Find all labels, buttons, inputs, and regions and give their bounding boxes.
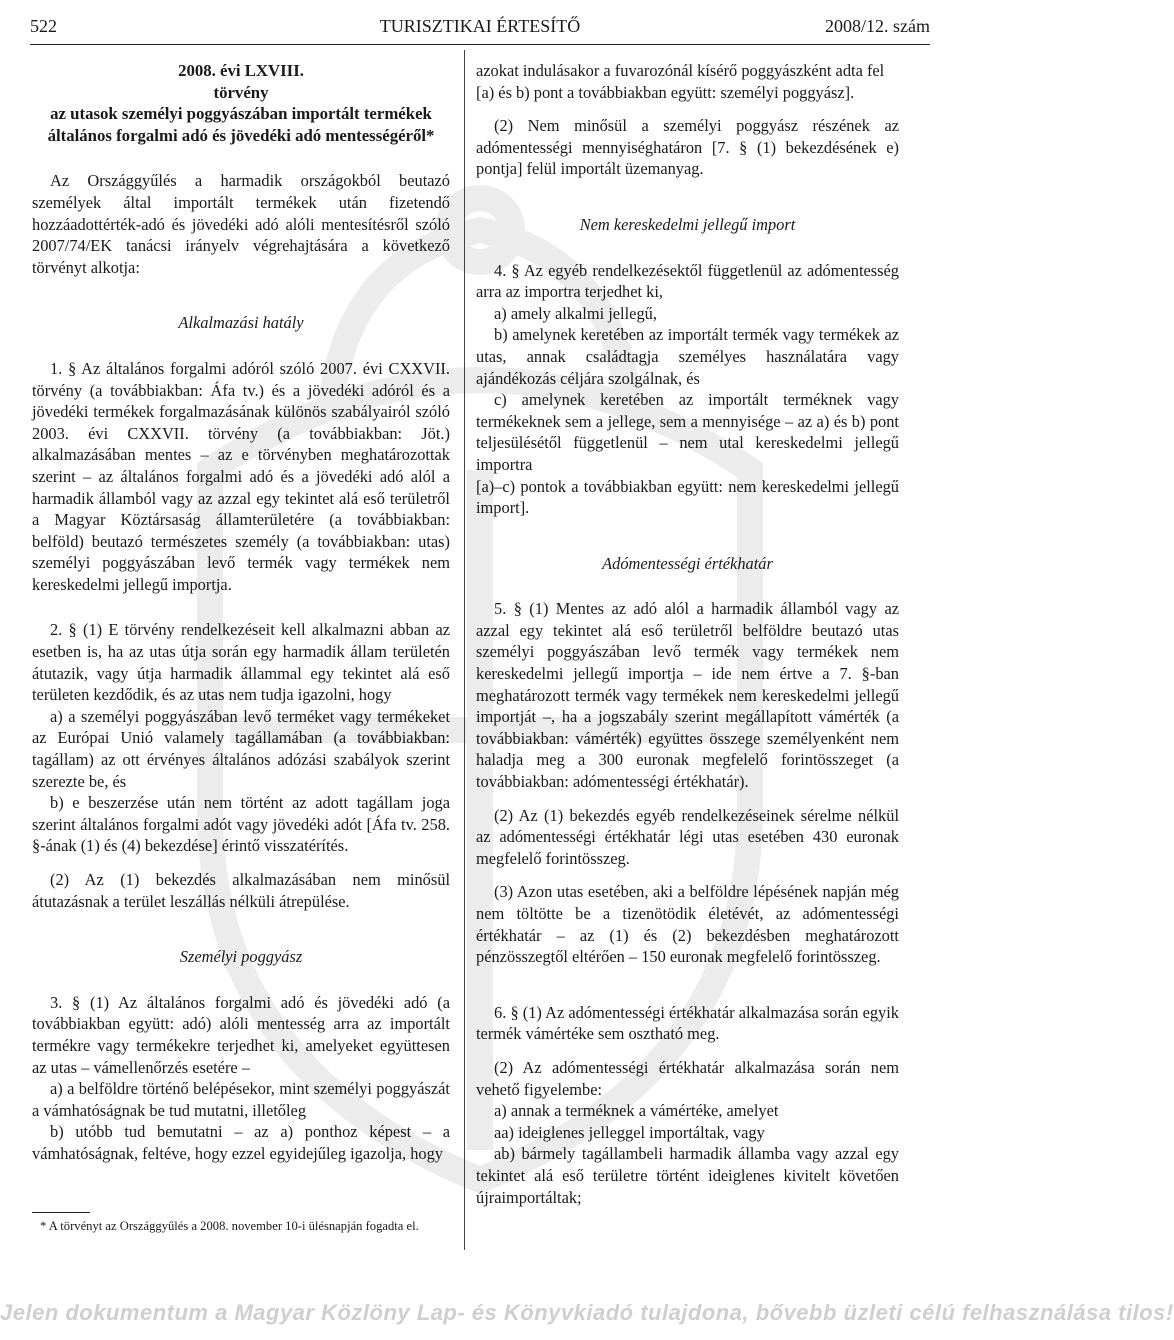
paragraph-s2-1: 2. § (1) E törvény rendelkezéseit kell alkalmazni abban az esetben is, ha az utas útja során egy harmadik állam területén átutazik, vagy útja harmadik állammal egy tekintet alá eső területen kezdődik, és az utas nem tudja igazolni, hogy xyxy=(32,620,450,705)
section-heading: Nem kereskedelmi jellegű import xyxy=(579,214,796,234)
paragraph-s2-b: b) e beszerzése után nem történt az adott tagállam joga szerint általános forgalmi adót vagy jövedéki adót [Áfa tv. 258. §-ának (1) és (4) bekezdése] érintő visszatérítés. xyxy=(32,793,450,856)
section-heading: Adómentességi értékhatár xyxy=(602,553,773,573)
paragraph-s6-aa: aa) ideiglenes jelleggel importáltak, vagy xyxy=(494,1122,765,1142)
journal-title: TURISZTIKAI ÉRTESÍTŐ xyxy=(379,16,581,36)
paragraph-s3-cont: [a) és b) pont a továbbiakban együtt: személyi poggyász]. xyxy=(476,82,855,102)
paragraph-s6-2: (2) Az adómentességi értékhatár alkalmazása során nem vehető figyelembe: xyxy=(476,1057,899,1099)
paragraph-s4-end: [a)–c) pontok a továbbiakban együtt: nem kereskedelmi jellegű import]. xyxy=(476,476,899,518)
section-heading: Személyi poggyász xyxy=(179,947,303,967)
law-title-line: az utasok személyi poggyászában importált termékek xyxy=(50,104,432,124)
paragraph-s2-2: (2) Az (1) bekezdés alkalmazásában nem minősül átutazásnak a terület leszállás nélküli átrepülése. xyxy=(32,870,450,911)
ownership-watermark: Jelen dokumentum a Magyar Közlöny Lap- és Könyvkiadó tulajdona, bővebb üzleti célú felhasználása tilos! xyxy=(0,1300,1174,1325)
right-column xyxy=(476,52,899,1208)
paragraph-s6-1: 6. § (1) Az adómentességi értékhatár alkalmazása során egyik termék vámértéke sem osztható meg. xyxy=(476,1002,899,1044)
paragraph-s5-2: (2) Az (1) bekezdés egyéb rendelkezéseinek sérelme nélkül az adómentességi értékhatár légi utas esetében 430 euronak megfelelő forintösszeg. xyxy=(476,805,899,868)
paragraph-s3-1: 3. § (1) Az általános forgalmi adó és jövedéki adó (a továbbiakban együtt: adó) alóli mentesség arra az importált termékre vagy termékekre terjedhet ki, amelyeket együttesen az utas – vámellenőrzés esetére – xyxy=(32,992,450,1077)
paragraph-s3-2: (2) Nem minősül a személyi poggyász részének az adómentességi mennyiséghatáron [7. § (1) bekezdésének e) pontja] felül importált üzemanyag. xyxy=(476,116,899,179)
header-rule xyxy=(30,44,930,45)
paragraph-s4-c: c) amelynek keretében az importált terméknek vagy termékeknek sem a jellege, sem a mennyisége – az a) és b) pont teljesülésétől függetlenül – nem utal kereskedelmi jellegű importra xyxy=(476,390,899,474)
issue-number: 2008/12. szám xyxy=(825,16,930,36)
paragraph-s6-ab: ab) bármely tagállambeli harmadik államba vagy azzal egy tekintet alá eső területre történt ideiglenes kivitelt követően újraimportáltak; xyxy=(476,1144,899,1207)
paragraph-s3-cont: azokat indulásakor a fuvarozónál kísérő poggyászként adta fel xyxy=(476,61,885,80)
left-column xyxy=(32,52,450,1165)
paragraph-s1: 1. § Az általános forgalmi adóról szóló 2007. évi CXXVII. törvény (a továbbiakban: Áfa tv.) és a jövedéki adóról és a jövedéki termékek forgalmazásának különös szabályairól szóló 2003. évi CXXVII. törvény (a továbbiakban: Jöt.) alkalmazásában mentes – az e törvényben meghatározottak szerint – az általános forgalmi adó és a jövedéki adó alól a harmadik államból vagy az azzal egy tekintet alá eső területről a Magyar Köztársaság államterületére (a továbbiakban: belföld) beutazó természetes személy (a továbbiakban: utas) személyi poggyászában levő termék vagy termékek nem kereskedelmi jellegű importja. xyxy=(32,358,450,594)
page-header xyxy=(30,16,930,46)
law-title-line: általános forgalmi adó és jövedéki adó mentességéről* xyxy=(47,125,435,145)
paragraph-s4-a: a) amely alkalmi jellegű, xyxy=(494,303,657,323)
paragraph-s3-b: b) utóbb tud bemutatni – az a) ponthoz képest – a vámhatóságnak, feltéve, hogy ezzel egyidejűleg igazolja, hogy xyxy=(32,1122,450,1163)
paragraph-s5-1: 5. § (1) Mentes az adó alól a harmadik államból vagy az azzal egy tekintet alá eső területről belföldre beutazó utas személyi poggyászában levő termék vagy termékek nem kereskedelmi jellegű importja – ide nem értve a 7. §-ban meghatározott termék vagy termékek nem kereskedelmi jellegű importját –, ha a jogszabály szerint megállapított vámérték (a továbbiakban: vámérték) együttes összege személyenként nem haladja meg a 300 euronak megfelelő forintösszeget (a továbbiakban: adómentességi értékhatár). xyxy=(476,599,899,792)
section-heading: Alkalmazási hatály xyxy=(178,313,304,333)
column-divider xyxy=(464,50,465,1250)
paragraph-s4-b: b) amelynek keretében az importált termék vagy termékek az utas, annak családtagja személyes használatára vagy ajándékozás céljára szolgálnak, és xyxy=(476,325,899,388)
law-word: törvény xyxy=(213,82,269,102)
preamble: Az Országgyűlés a harmadik országokból beutazó személyek által importált termékek után fizetendő hozzáadottérték-adó és jövedéki adó alóli mentesítésről szóló 2007/74/EK tanácsi irányelv végrehajtására a következő törvényt alkotja: xyxy=(32,171,450,277)
paragraph-s4-intro: 4. § Az egyéb rendelkezésektől függetlenül az adómentesség arra az importra terjedhet ki, xyxy=(476,260,899,302)
footnote-rule xyxy=(32,1212,90,1213)
law-number: 2008. évi LXVIII. xyxy=(178,61,304,80)
page-number: 522 xyxy=(30,16,57,36)
footnote: * A törvényt az Országgyűlés a 2008. november 10-i ülésnapján fogadta el. xyxy=(40,1219,419,1233)
paragraph-s2-a: a) a személyi poggyászában levő terméket vagy termékeket az Európai Unió valamely tagállamában (a továbbiakban: tagállam) az ott érvényes általános adózási szabályok szerint szerezte be, és xyxy=(32,706,450,791)
paragraph-s6-a: a) annak a terméknek a vámértéke, amelyet xyxy=(494,1101,779,1121)
paragraph-s5-3: (3) Azon utas esetében, aki a belföldre lépésének napján még nem töltötte be a tizenötödik életévét, az adómentességi értékhatár – az (1) és (2) bekezdésben meghatározott pénzösszegtől eltérően – 150 euronak megfelelő forintösszeg. xyxy=(476,882,899,967)
paragraph-s3-a: a) a belföldre történő belépésekor, mint személyi poggyászát a vámhatóságnak be tud mutatni, illetőleg xyxy=(32,1079,450,1120)
